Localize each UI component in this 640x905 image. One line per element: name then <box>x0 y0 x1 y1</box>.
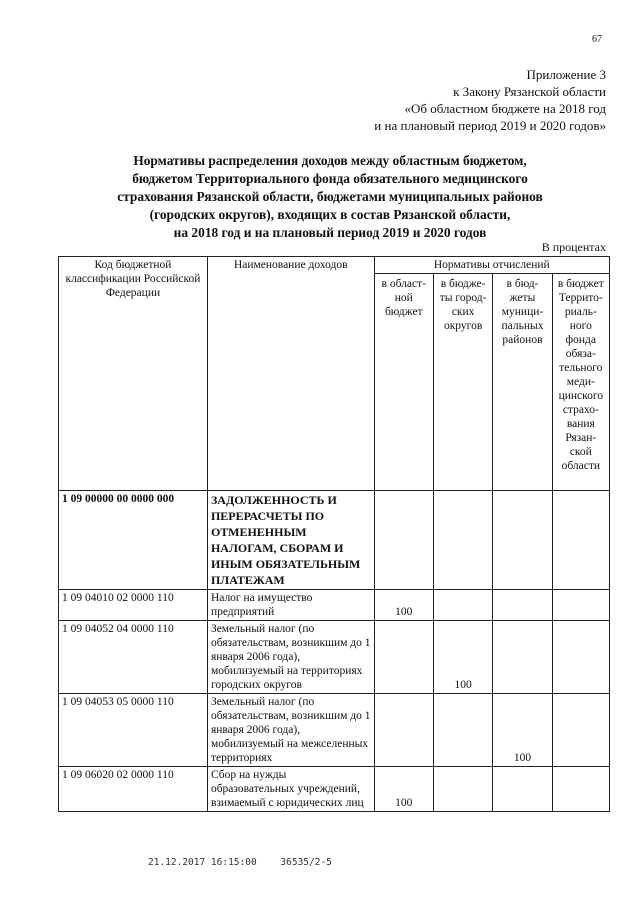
row-city <box>433 767 492 812</box>
row-fund <box>552 491 609 590</box>
row-municipal <box>493 491 552 590</box>
row-code: 1 09 04010 02 0000 110 <box>59 590 208 621</box>
row-fund <box>552 767 609 812</box>
row-city <box>433 590 492 621</box>
row-name: Земельный налог (по обязательствам, возникшим до 1 января 2006 года), мобилизуемый на межселенных территориях <box>207 694 374 767</box>
document-title <box>70 152 590 242</box>
appendix-line-2: к Закону Рязанской области <box>453 84 606 99</box>
revenue-norms-table <box>58 256 610 812</box>
row-name: ЗАДОЛЖЕННОСТЬ И ПЕРЕРАСЧЕТЫ ПО ОТМЕНЕННЫМ НАЛОГАМ, СБОРАМ И ИНЫМ ОБЯЗАТЕЛЬНЫМ ПЛАТЕЖАМ <box>207 491 374 590</box>
row-municipal: 100 <box>493 694 552 767</box>
row-name: Сбор на нужды образовательных учреждений, взимаемый с юридических лиц <box>207 767 374 812</box>
appendix-line-1: Приложение 3 <box>526 67 606 82</box>
row-city <box>433 694 492 767</box>
row-code: 1 09 06020 02 0000 110 <box>59 767 208 812</box>
row-regional: 100 <box>374 590 433 621</box>
appendix-header <box>286 66 606 134</box>
header-name: Наименование доходов <box>207 257 374 491</box>
row-municipal <box>493 590 552 621</box>
units-label: В процентах <box>541 240 606 254</box>
header-city: в бюдже-ты город-ских округов <box>433 274 492 491</box>
row-name: Земельный налог (по обязательствам, возникшим до 1 января 2006 года), мобилизуемый на территориях городских округов <box>207 621 374 694</box>
appendix-line-4: и на плановый период 2019 и 2020 годов» <box>374 118 606 133</box>
table-row <box>59 767 610 812</box>
row-fund <box>552 621 609 694</box>
print-footer <box>148 857 350 868</box>
title-line-4: (городских округов), входящих в состав Рязанской области, <box>149 207 511 222</box>
row-fund <box>552 694 609 767</box>
title-line-5: на 2018 год и на плановый период 2019 и 2020 годов <box>173 225 487 240</box>
table-row <box>59 694 610 767</box>
row-regional <box>374 491 433 590</box>
header-regional: в област-ной бюджет <box>374 274 433 491</box>
table-row <box>59 621 610 694</box>
row-name: Налог на имущество предприятий <box>207 590 374 621</box>
row-city <box>433 491 492 590</box>
title-line-2: бюджетом Территориального фонда обязательного медицинского <box>132 171 528 186</box>
row-regional <box>374 621 433 694</box>
table-row <box>59 590 610 621</box>
table-row <box>59 491 610 590</box>
appendix-line-3: «Об областном бюджете на 2018 год <box>404 101 606 116</box>
row-municipal <box>493 767 552 812</box>
row-code: 1 09 00000 00 0000 000 <box>59 491 208 590</box>
title-line-1: Нормативы распределения доходов между областным бюджетом, <box>133 153 527 168</box>
header-code: Код бюджетной классификации Российской Федерации <box>59 257 208 491</box>
header-fund: в бюджет Террито-риаль-ного фонда обяза-тельного меди-цинского страхо-вания Рязан-ской области <box>552 274 609 491</box>
row-fund <box>552 590 609 621</box>
footer-datetime: 21.12.2017 16:15:00 <box>148 857 257 868</box>
row-regional: 100 <box>374 767 433 812</box>
row-municipal <box>493 621 552 694</box>
row-code: 1 09 04053 05 0000 110 <box>59 694 208 767</box>
footer-doc-id: 36535/2-5 <box>280 857 332 868</box>
header-municipal: в бюд-жеты муници-пальных районов <box>493 274 552 491</box>
row-code: 1 09 04052 04 0000 110 <box>59 621 208 694</box>
title-line-3: страхования Рязанской области, бюджетами муниципальных районов <box>117 189 543 204</box>
row-regional <box>374 694 433 767</box>
page-number: 67 <box>592 34 602 45</box>
header-norms: Нормативы отчислений <box>374 257 609 274</box>
row-city: 100 <box>433 621 492 694</box>
